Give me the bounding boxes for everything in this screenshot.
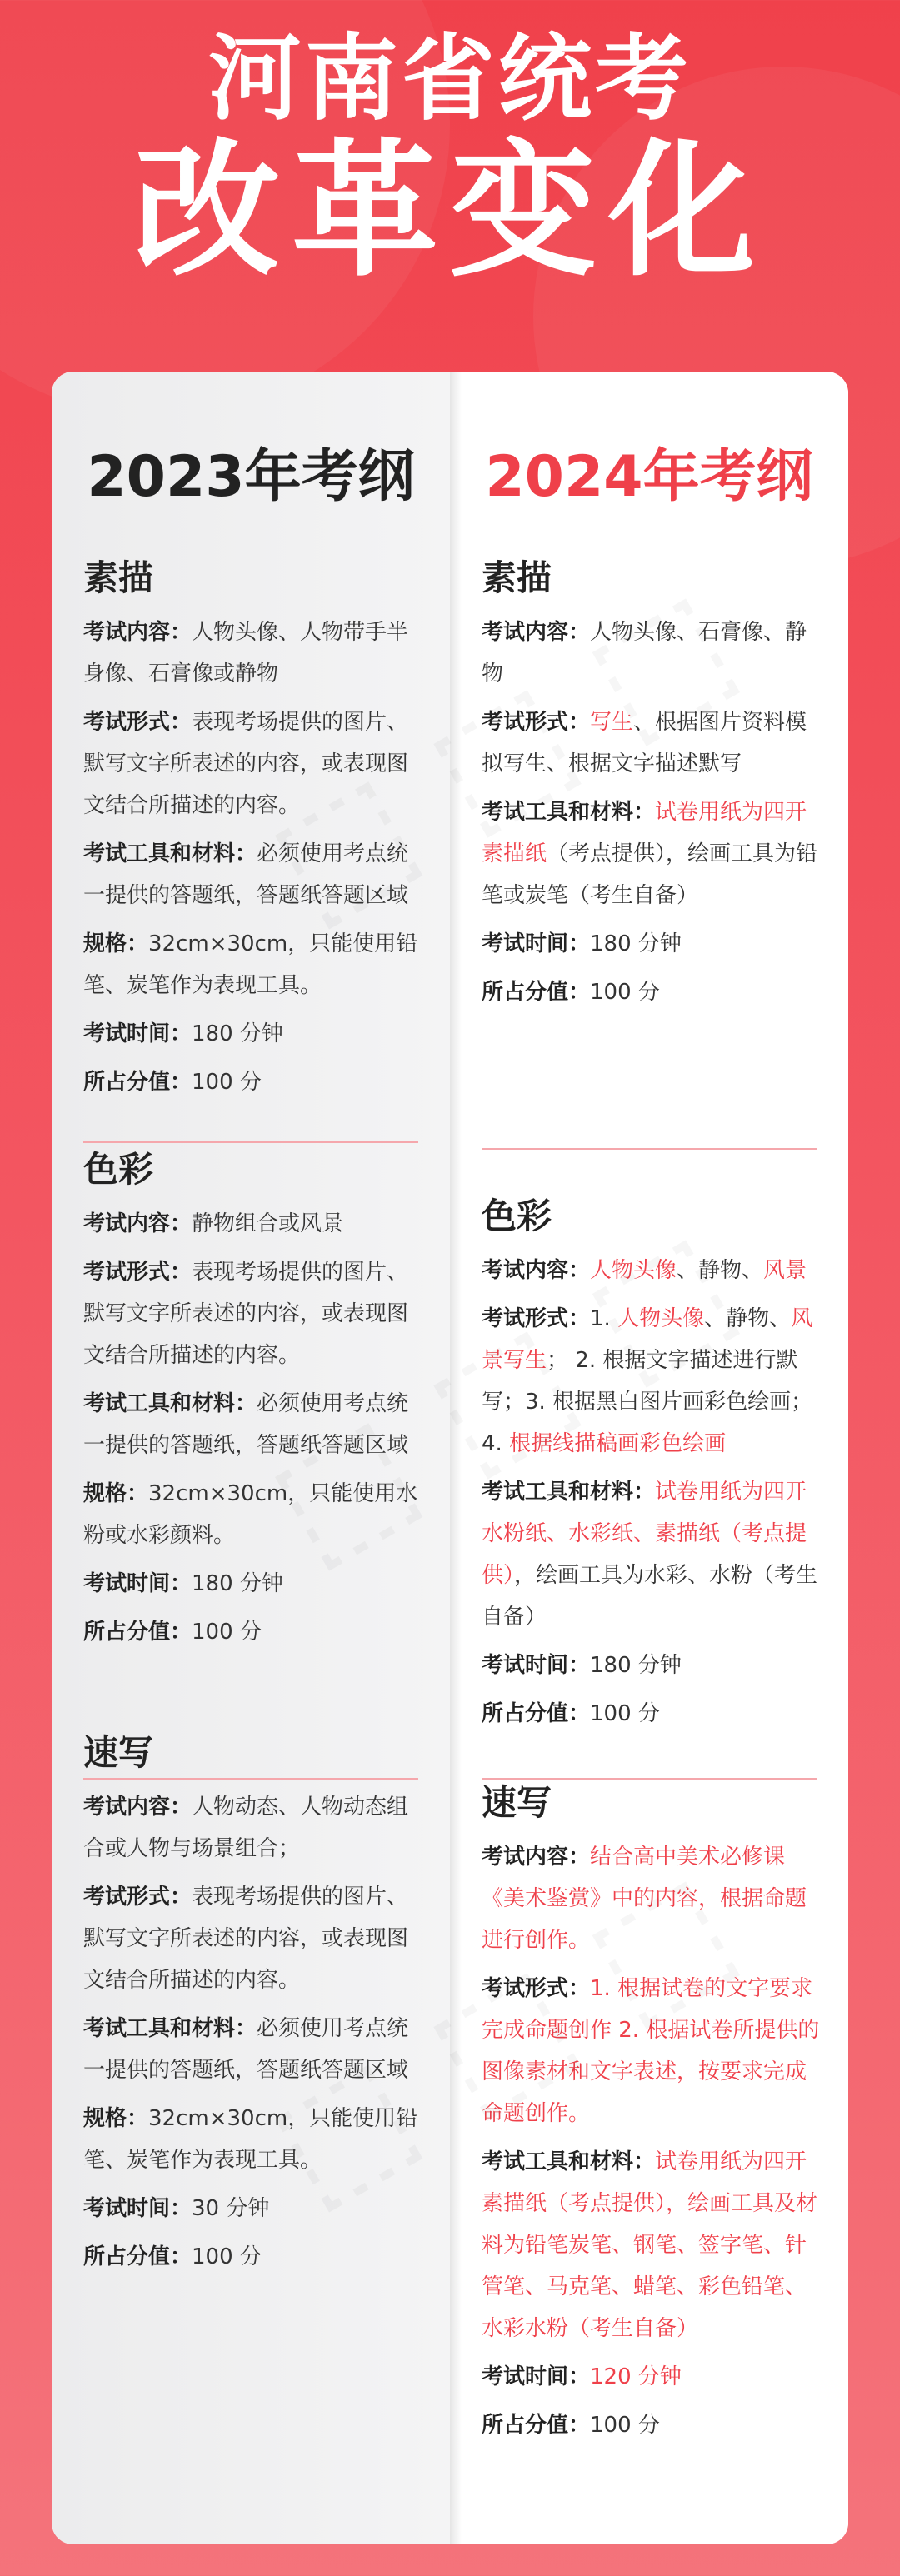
field-value: 人物头像、石膏像、静物 <box>482 620 808 686</box>
field-label: 考试工具和材料： <box>482 1480 656 1505</box>
field-label: 考试内容： <box>482 1845 591 1870</box>
field-label: 考试形式： <box>83 1885 192 1910</box>
title-line-2: 改革变化 <box>132 126 767 297</box>
field-value: 1. <box>590 1306 618 1331</box>
comparison-card <box>52 372 848 2544</box>
field-label: 考试形式： <box>83 1260 192 1285</box>
field-label: 规格： <box>83 1481 149 1506</box>
field-row <box>482 1645 825 1686</box>
field-row <box>83 1013 427 1055</box>
field-value: 180 分钟 <box>192 1571 283 1596</box>
field-value: 100 分 <box>192 1070 262 1095</box>
field-value: 必须使用考点统一提供的答题纸，答题纸答题区域 <box>83 1391 409 1458</box>
field-value: 32cm×30cm，只能使用铅笔、炭笔作为表现工具。 <box>83 2106 418 2173</box>
field-value: 100 分 <box>590 2413 660 2438</box>
field-label: 考试内容： <box>83 1211 192 1236</box>
field-value: 、根据图片资料模拟写生、根据文字描述默写 <box>482 710 808 776</box>
field-value: 表现考场提供的图片、默写文字所表述的内容，或表现图文结合所描述的内容。 <box>83 1885 409 1993</box>
field-value-changed: 120 分钟 <box>590 2364 682 2389</box>
field-row <box>482 971 825 1013</box>
field-value: 32cm×30cm，只能使用水粉或水彩颜料。 <box>83 1481 418 1548</box>
field-label: 考试形式： <box>482 1306 591 1331</box>
field-row <box>83 923 427 1006</box>
column-heading-2024: 2024年考纲 <box>485 444 813 510</box>
section-title: 素描 <box>83 557 154 598</box>
field-row <box>83 612 427 695</box>
field-value: 人物动态、人物动态组合或人物与场景组合； <box>83 1795 409 1861</box>
section-title: 色彩 <box>482 1196 552 1236</box>
field-value: 100 分 <box>590 980 660 1005</box>
field-label: 考试内容： <box>83 1795 192 1820</box>
field-label: 所占分值： <box>482 980 591 1005</box>
field-value-changed: 1. 根据试卷的文字要求完成命题创作 2. 根据试卷所提供的图像素材和文字表述，按要求完成命题创作。 <box>482 1976 820 2126</box>
field-value: ； 2. 根据文字描述进行默写；3. 根据黑白图片画彩色绘画； 4. <box>482 1348 813 1456</box>
field-value: （考点提供），绘画工具为铅笔或炭笔（考生自备） <box>482 841 818 908</box>
field-row <box>83 1061 427 1103</box>
field-label: 考试工具和材料： <box>83 1391 258 1416</box>
field-value-changed: 人物头像 <box>590 1258 678 1283</box>
field-label: 考试时间： <box>482 2364 591 2389</box>
field-row <box>83 1563 427 1605</box>
field-row <box>482 1693 825 1735</box>
field-value: 必须使用考点统一提供的答题纸，答题纸答题区域 <box>83 841 409 908</box>
field-label: 考试工具和材料： <box>83 2016 258 2041</box>
field-label: 所占分值： <box>83 1620 192 1645</box>
title-line-1: 河南省统考 <box>208 25 692 133</box>
field-value: 表现考场提供的图片、默写文字所表述的内容，或表现图文结合所描述的内容。 <box>83 1260 409 1368</box>
field-label: 所占分值： <box>482 2413 591 2438</box>
field-value: 30 分钟 <box>192 2196 270 2221</box>
field-value: 180 分钟 <box>192 1021 283 1046</box>
field-value: 必须使用考点统一提供的答题纸，答题纸答题区域 <box>83 2016 409 2083</box>
field-label: 所占分值： <box>482 1701 591 1726</box>
section-divider <box>482 1148 817 1150</box>
field-label: 所占分值： <box>83 1070 192 1095</box>
field-row <box>83 1251 427 1376</box>
field-value: 、静物、 <box>704 1306 792 1331</box>
field-label: 考试内容： <box>83 620 192 645</box>
section-title: 速写 <box>482 1782 552 1823</box>
field-value: 表现考场提供的图片、默写文字所表述的内容，或表现图文结合所描述的内容。 <box>83 710 409 818</box>
field-row <box>83 1786 427 1870</box>
field-label: 考试时间： <box>482 1653 591 1678</box>
field-label: 所占分值： <box>83 2244 192 2269</box>
field-value-changed: 写生 <box>590 710 634 735</box>
field-label: 考试内容： <box>482 620 591 645</box>
field-label: 考试内容： <box>482 1258 591 1283</box>
section-divider <box>482 1778 817 1780</box>
field-label: 考试形式： <box>482 710 591 735</box>
field-label: 考试时间： <box>482 931 591 956</box>
field-value-changed: 人物头像 <box>618 1306 705 1331</box>
field-value: 100 分 <box>192 1620 262 1645</box>
field-value-changed: 根据线描稿画彩色绘画 <box>509 1431 727 1456</box>
field-value: 、静物、 <box>677 1258 764 1283</box>
section-title: 色彩 <box>83 1149 154 1190</box>
field-row <box>482 2141 825 2349</box>
field-value: 100 分 <box>590 1701 660 1726</box>
field-value: 180 分钟 <box>590 931 682 956</box>
field-value: ，绘画工具为水彩、水粉（考生自备） <box>482 1563 818 1630</box>
field-label: 考试时间： <box>83 1571 192 1596</box>
field-label: 规格： <box>83 931 149 956</box>
field-label: 考试时间： <box>83 2196 192 2221</box>
field-value: 静物组合或风景 <box>192 1211 344 1236</box>
field-value-changed: 结合高中美术必修课《美术鉴赏》中的内容，根据命题进行创作。 <box>482 1845 808 1953</box>
field-row <box>482 2404 825 2446</box>
field-value: 180 分钟 <box>590 1653 682 1678</box>
field-row <box>482 1471 825 1638</box>
field-row <box>83 1876 427 2001</box>
field-label: 考试时间： <box>83 1021 192 1046</box>
field-label: 考试形式： <box>482 1976 591 2001</box>
section-title: 素描 <box>482 557 552 598</box>
field-row <box>482 2356 825 2398</box>
field-value-changed: 试卷用纸为四开素描纸（考点提供），绘画工具及材料为铅笔炭笔、钢笔、签字笔、针管笔、马克笔、蜡笔、彩色铅笔、水彩水粉（考生自备） <box>482 2149 818 2341</box>
section-divider <box>83 1141 418 1143</box>
field-value-changed: 风景 <box>763 1258 808 1283</box>
field-label: 规格： <box>83 2106 149 2131</box>
field-row <box>83 1611 427 1653</box>
field-value-changed: 试卷用纸为四开水粉纸、水彩纸、素描纸（考点提供） <box>482 1480 808 1588</box>
field-value-changed: 风景写生 <box>482 1306 813 1373</box>
field-label: 考试形式： <box>83 710 192 735</box>
field-row <box>83 1203 427 1245</box>
field-row <box>482 923 825 965</box>
field-label: 考试工具和材料： <box>482 2149 656 2174</box>
section-divider <box>83 1778 418 1780</box>
section-title: 速写 <box>83 1732 154 1773</box>
field-value: 32cm×30cm，只能使用铅笔、炭笔作为表现工具。 <box>83 931 418 998</box>
field-value: 人物头像、人物带手半身像、石膏像或静物 <box>83 620 409 686</box>
field-value: 100 分 <box>192 2244 262 2269</box>
page-title <box>0 25 900 295</box>
field-label: 考试工具和材料： <box>482 800 656 825</box>
field-label: 考试工具和材料： <box>83 841 258 866</box>
field-value-changed: 试卷用纸为四开素描纸 <box>482 800 808 866</box>
field-row <box>83 2236 427 2278</box>
column-heading-2023: 2023年考纲 <box>87 444 415 510</box>
